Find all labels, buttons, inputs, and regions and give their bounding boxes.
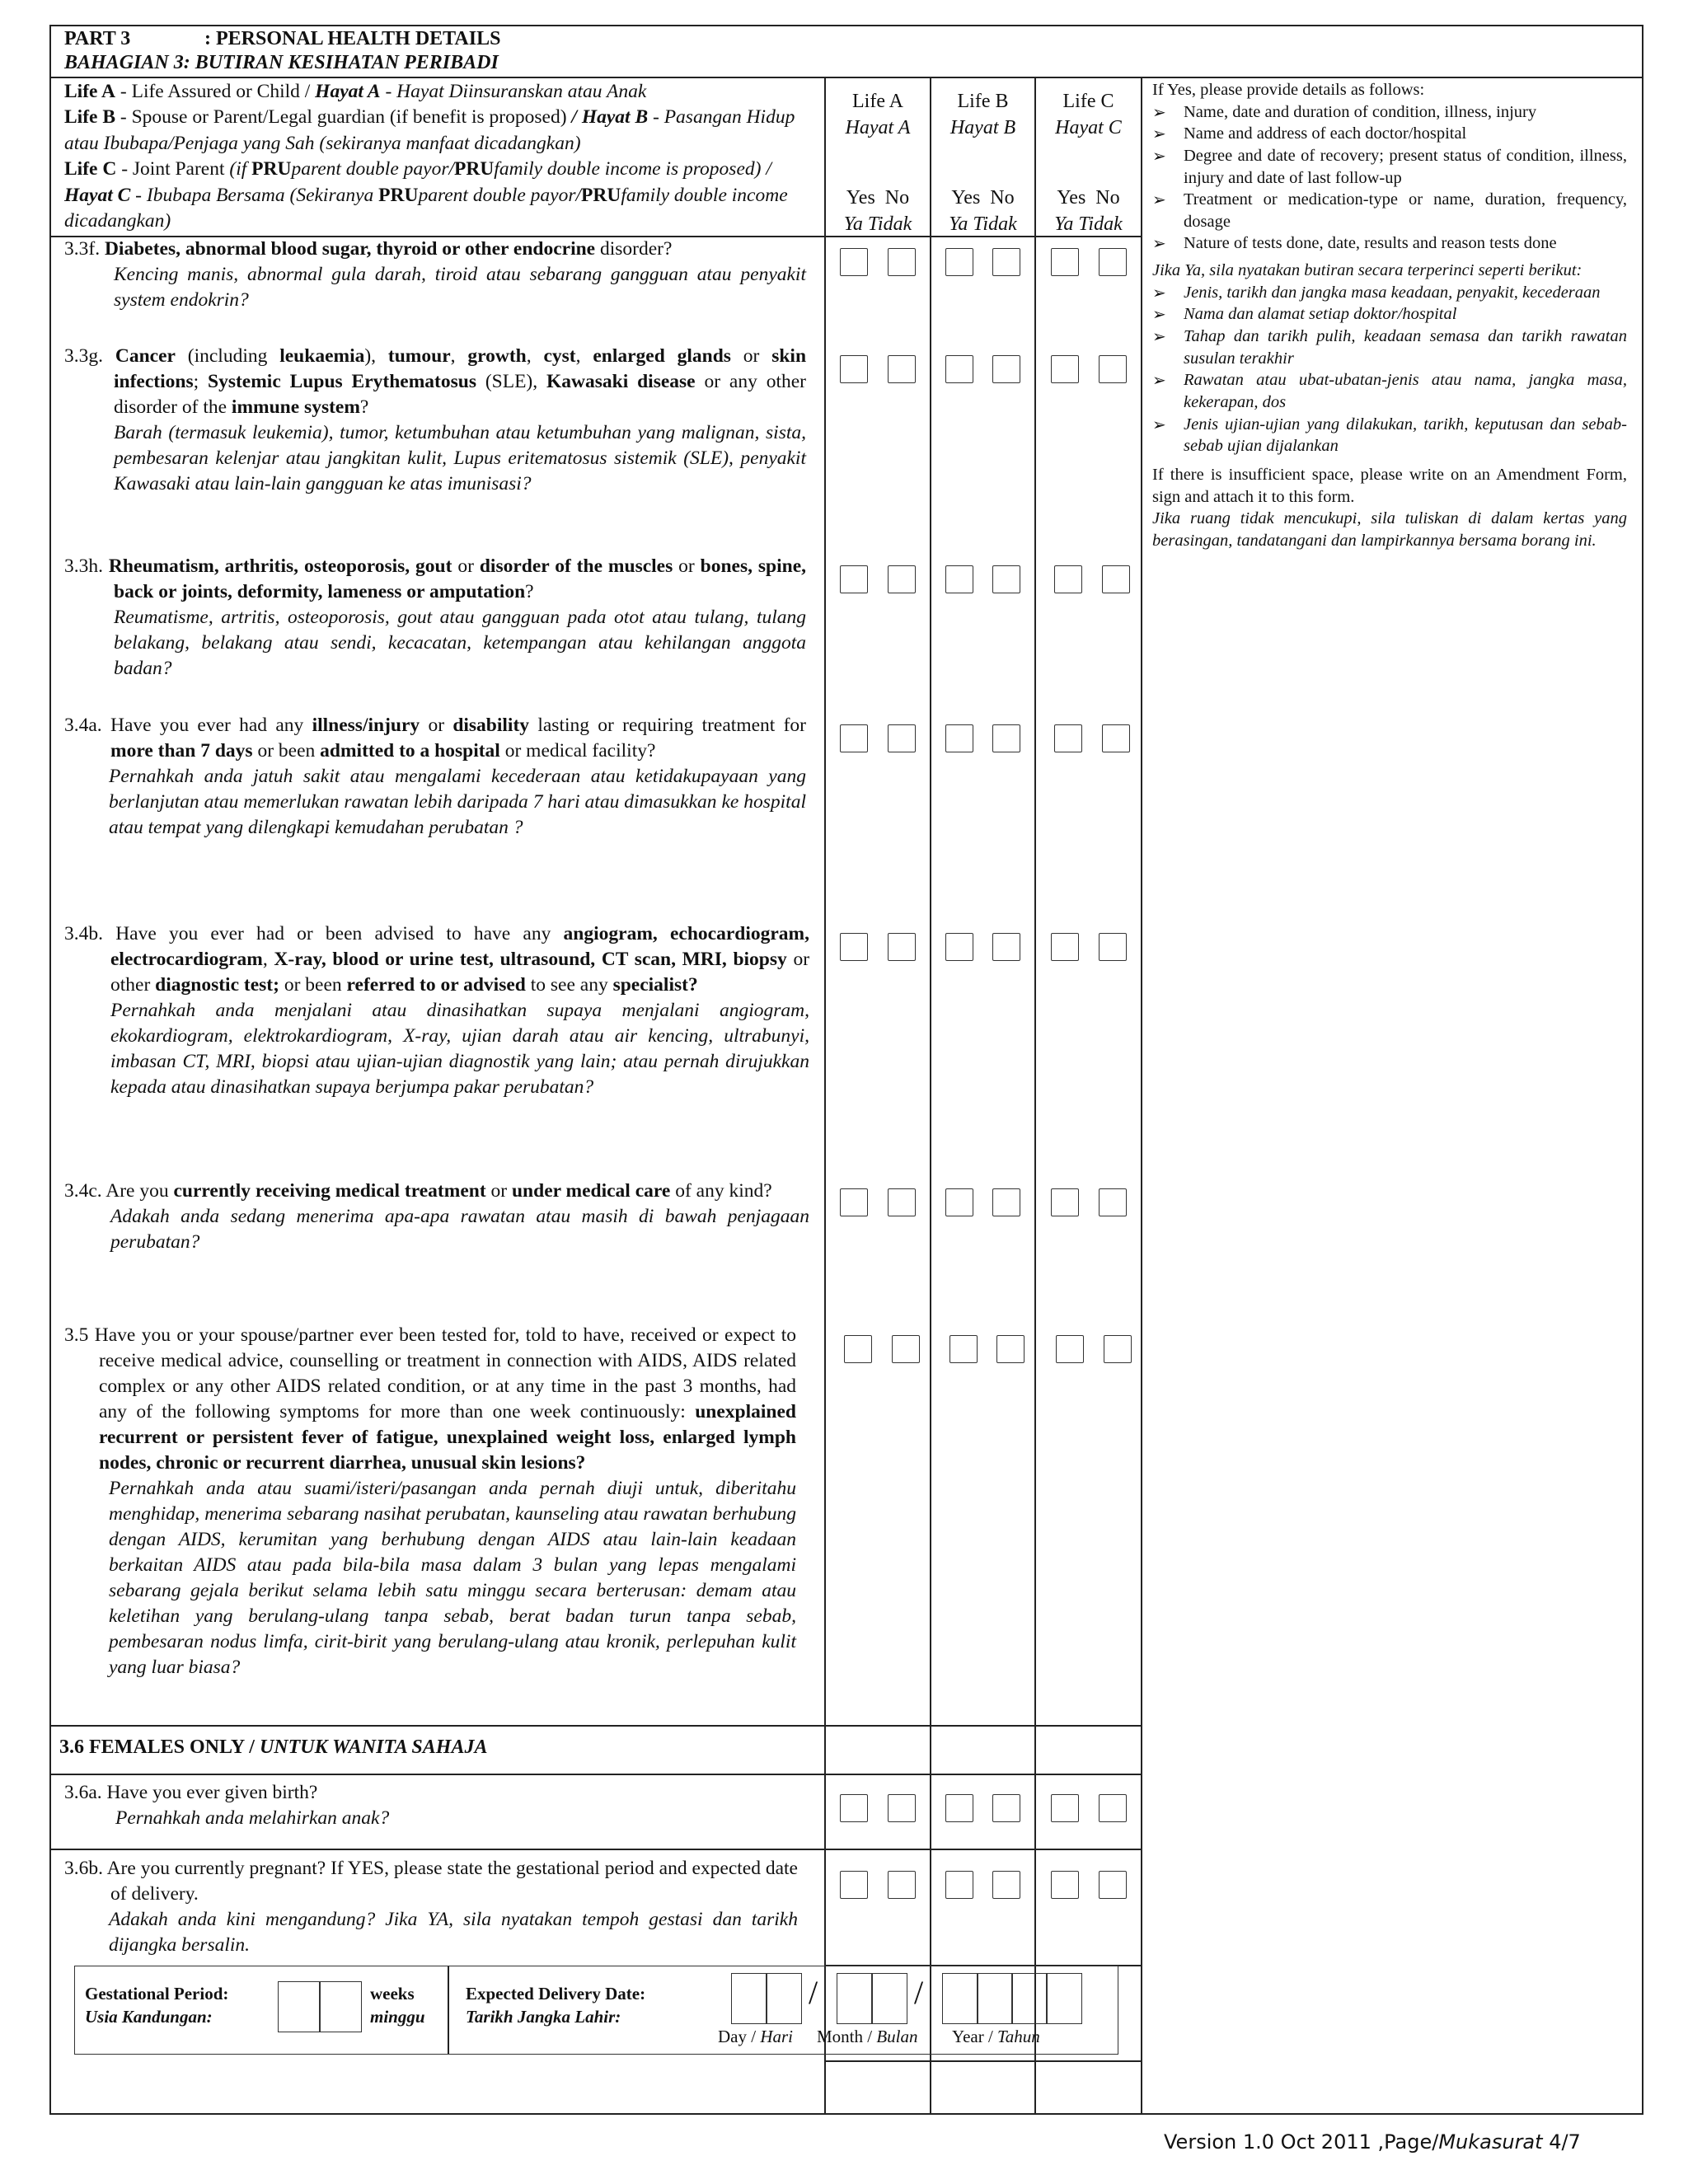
checkbox-3-5-life-a-yes[interactable] — [844, 1335, 872, 1363]
page-footer: Version 1.0 Oct 2011 ,Page/Mukasurat 4/7 — [1164, 2130, 1581, 2154]
q36a-bottom — [49, 1849, 1142, 1850]
checkbox-3-6b-life-c-no[interactable] — [1099, 1871, 1127, 1899]
question-3-3f — [64, 237, 806, 313]
delivery-day-digit-2[interactable] — [766, 1973, 802, 2024]
question-text: 3.3f. Diabetes, abnormal blood sugar, thyroid or other endocrine disorder? — [64, 238, 673, 260]
col-sep-life-b — [930, 77, 931, 2114]
gestation-divider — [448, 1966, 449, 2054]
gestation-box-bottom-rule — [824, 2060, 1142, 2062]
checkbox-3-6a-life-c-yes[interactable] — [1051, 1794, 1079, 1822]
col-header-life-a: Life A Hayat A — [845, 91, 911, 138]
question-3-5 — [64, 1323, 796, 1680]
checkbox-3-4a-life-a-no[interactable] — [888, 724, 916, 752]
notes-item: ➢ Treatment or medication-type or name, duration, frequency, dosage — [1152, 189, 1627, 232]
notes-item-malay: ➢ Tahap dan tarikh pulih, keadaan semasa dan tarikh rawatan susulan terakhir — [1152, 326, 1627, 369]
notes-item-malay: ➢ Jenis ujian-ujian yang dilakukan, tarikh, keputusan dan sebab-sebab ujian dijalankan — [1152, 414, 1627, 457]
checkbox-3-4c-life-c-yes[interactable] — [1051, 1188, 1079, 1216]
life-c-definition: Life C - Joint Parent (if PRUparent double payor/PRUfamily double income is proposed) / Hayat C - Ibubapa Bersama (Sekiranya PRUparent double payor/PRUfamily double income dicadangkan) — [64, 158, 788, 232]
checkbox-3-6a-life-b-no[interactable] — [992, 1794, 1020, 1822]
frame-right — [1642, 25, 1643, 2115]
checkbox-3-4c-life-a-no[interactable] — [888, 1188, 916, 1216]
delivery-year-digit-1[interactable] — [942, 1973, 978, 2024]
checkbox-3-4c-life-b-no[interactable] — [992, 1188, 1020, 1216]
part-title-malay: BAHAGIAN 3: BUTIRAN KESIHATAN PERIBADI — [64, 52, 499, 73]
date-month-label: Month / Bulan — [817, 2027, 918, 2046]
delivery-year-digit-2[interactable] — [977, 1973, 1013, 2024]
delivery-month-digit-2[interactable] — [871, 1973, 907, 2024]
notes-list-malay — [1152, 282, 1627, 457]
checkbox-3-5-life-b-yes[interactable] — [950, 1335, 978, 1363]
checkbox-3-3f-life-b-yes[interactable] — [945, 248, 973, 276]
checkbox-3-3f-life-a-no[interactable] — [888, 248, 916, 276]
checkbox-3-6b-life-b-no[interactable] — [992, 1871, 1020, 1899]
checkbox-3-4b-life-a-no[interactable] — [888, 933, 916, 961]
checkbox-3-4b-life-a-yes[interactable] — [840, 933, 868, 961]
question-text: 3.3h. Rheumatism, arthritis, osteoporosis, gout or disorder of the muscles or bones, spine, back or joints, deformity, lameness or amputation? — [64, 555, 807, 603]
notes-item: ➢ Name and address of each doctor/hospital — [1152, 123, 1627, 145]
checkbox-3-6a-life-b-yes[interactable] — [945, 1794, 973, 1822]
yes-no-label-life-c: Yes No Ya Tidak — [1054, 187, 1123, 235]
notes-panel — [1152, 79, 1627, 551]
checkbox-3-4a-life-c-no[interactable] — [1102, 724, 1130, 752]
question-text: 3.6a. Have you ever given birth? — [64, 1782, 318, 1803]
frame-left — [49, 25, 51, 2115]
question-text-malay: Pernahkah anda jatuh sakit atau mengalami kecederaan atau ketidakupayaan yang berlanjutan atau memerlukan rawatan lebih daripada 7 hari atau dimasukkan ke hospital atau tempat yang dilengkapi kemudahan perubatan ? — [109, 766, 806, 839]
frame-bottom — [49, 2113, 1643, 2115]
checkbox-3-6b-life-a-yes[interactable] — [840, 1871, 868, 1899]
checkbox-3-4b-life-b-yes[interactable] — [945, 933, 973, 961]
checkbox-3-3g-life-c-yes[interactable] — [1051, 355, 1079, 383]
question-3-6a — [64, 1780, 806, 1831]
checkbox-3-4a-life-b-no[interactable] — [992, 724, 1020, 752]
checkbox-3-5-life-c-no[interactable] — [1104, 1335, 1132, 1363]
notes-item-malay: ➢ Nama dan alamat setiap doktor/hospital — [1152, 303, 1627, 326]
col-header-life-b: Life B Hayat B — [950, 91, 1016, 138]
checkbox-3-3h-life-c-no[interactable] — [1102, 565, 1130, 593]
date-separator: / — [809, 1974, 818, 2011]
life-b-definition: Life B - Spouse or Parent/Legal guardian (if benefit is proposed) / Hayat B - Pasangan Hidup atau Ibubapa/Penjaga yang Sah (sekiranya manfaat dicadangkan) — [64, 106, 795, 154]
part-number: PART 3 — [64, 28, 131, 49]
checkbox-3-4b-life-c-yes[interactable] — [1051, 933, 1079, 961]
notes-item: ➢ Name, date and duration of condition, illness, injury — [1152, 101, 1627, 124]
life-a-definition: Life A - Life Assured or Child / Hayat A - Hayat Diinsuranskan atau Anak — [64, 81, 647, 102]
question-text-malay: Barah (termasuk leukemia), tumor, ketumbuhan atau ketumbuhan yang malignan, sista, pembesaran kelenjar atau jangkitan kulit, Lupus eritematosus sistemik (SLE), penyakit Kawasaki atau lain-lain gangguan ke atas imunisasi? — [114, 422, 806, 495]
header-divider — [49, 77, 1643, 78]
life-definitions — [64, 79, 819, 235]
delivery-day-digit-1[interactable] — [731, 1973, 767, 2024]
delivery-month-digit-1[interactable] — [837, 1973, 873, 2024]
question-text-malay: Adakah anda kini mengandung? Jika YA, sila nyatakan tempoh gestasi dan tarikh dijangka bersalin. — [109, 1909, 798, 1957]
gestational-period-label: Gestational Period: Usia Kandungan: — [85, 1984, 229, 2027]
question-3-3h — [64, 554, 806, 682]
expected-delivery-date-label: Expected Delivery Date: Tarikh Jangka Lahir: — [466, 1984, 646, 2027]
delivery-year-digit-3[interactable] — [1011, 1973, 1048, 2024]
checkbox-3-4a-life-a-yes[interactable] — [840, 724, 868, 752]
col-sep-notes — [1141, 77, 1142, 2114]
delivery-year-digit-4[interactable] — [1046, 1973, 1082, 2024]
checkbox-3-3g-life-b-no[interactable] — [992, 355, 1020, 383]
question-text-malay: Reumatisme, artritis, osteoporosis, gout atau gangguan pada otot atau tulang, tulang belakang, belakang atau sendi, kecacatan, ketempangan atau kehilangan anggota badan? — [114, 607, 806, 680]
notes-intro: If Yes, please provide details as follows: — [1152, 81, 1425, 99]
date-separator: / — [914, 1974, 924, 2011]
checkbox-3-3f-life-c-no[interactable] — [1099, 248, 1127, 276]
col-sep-life-c — [1034, 77, 1036, 2114]
part-title: : PERSONAL HEALTH DETAILS — [204, 28, 501, 49]
notes-item-malay: ➢ Rawatan atau ubat-ubatan-jenis atau nama, jangka masa, kekerapan, dos — [1152, 369, 1627, 413]
section-36-bottom — [49, 1774, 1142, 1775]
checkbox-3-3g-life-a-yes[interactable] — [840, 355, 868, 383]
checkbox-3-4a-life-b-yes[interactable] — [945, 724, 973, 752]
question-text-malay: Pernahkah anda melahirkan anak? — [115, 1807, 390, 1830]
checkbox-3-6b-life-b-yes[interactable] — [945, 1871, 973, 1899]
question-3-4a — [64, 713, 806, 841]
checkbox-3-6a-life-a-no[interactable] — [888, 1794, 916, 1822]
question-text-malay: Adakah anda sedang menerima apa-apa rawatan atau masih di bawah penjagaan perubatan? — [110, 1206, 809, 1254]
col-header-life-c: Life C Hayat C — [1055, 91, 1122, 138]
section-36-top — [49, 1725, 1142, 1727]
checkbox-3-5-life-a-no[interactable] — [892, 1335, 920, 1363]
checkbox-3-3g-life-a-no[interactable] — [888, 355, 916, 383]
question-text: 3.4b. Have you ever had or been advised to have any angiogram, echocardiogram, electrocardiogram, X-ray, blood or urine test, ultrasound, CT scan, MRI, biopsy or other diagnostic test; or been referred to or advised to see any specialist? — [64, 923, 810, 996]
col-sep-questions — [824, 77, 826, 2114]
notes-list — [1152, 101, 1627, 255]
question-text-malay: Pernahkah anda menjalani atau dinasihatkan supaya menjalani angiogram, ekokardiogram, elektrokardiogram, X-ray, ujian darah atau air kencing, ultrabunyi, imbasan CT, MRI, biopsi atau ujian-ujian diagnostik yang lain; atau pernah dirujukkan kepada atau dinasihatkan supaya berjumpa pakar perubatan? — [110, 1000, 809, 1099]
notes-insufficient-space-malay: Jika ruang tidak mencukupi, sila tuliskan di dalam kertas yang berasingan, tandatangani dan lampirkannya bersama borang ini. — [1152, 509, 1627, 550]
question-text-malay: Pernahkah anda atau suami/isteri/pasangan anda pernah diuji untuk, diberitahu menghidap, menerima sebarang nasihat perubatan, kaunseling atau rawatan berhubung dengan AIDS, kerumitan yang berhubung dengan AIDS atau lain-lain keadaan berkaitan AIDS atau pada bila-bila masa dalam 3 bulan yang lepas mengalami sebarang gejala berikut selama lebih satu minggu secara berterusan: demam atau keletihan yang berulang-ulang tanpa sebab, berat badan turun tanpa sebab, pembesaran nodus limfa, cirit-birit yang berulang-ulang atau kronik, perlepuhan kulit yang luar biasa? — [109, 1478, 796, 1679]
question-text: 3.3g. Cancer (including leukaemia), tumour, growth, cyst, enlarged glands or skin infections; Systemic Lupus Erythematosus (SLE), Kawasaki disease or any other disorder of the immune system? — [64, 345, 807, 419]
notes-insufficient-space: If there is insufficient space, please write on an Amendment Form, sign and attach it to this form. — [1152, 465, 1627, 506]
question-text: 3.4a. Have you ever had any illness/injury or disability lasting or requiring treatment for more than 7 days or been admitted to a hospital or medical facility? — [64, 715, 807, 762]
notes-intro-malay: Jika Ya, sila nyatakan butiran secara terperinci seperti berikut: — [1152, 261, 1582, 280]
checkbox-3-4c-life-b-yes[interactable] — [945, 1188, 973, 1216]
date-year-label: Year / Tahun — [952, 2027, 1040, 2046]
gestation-unit-label: weeks minggu — [370, 1984, 425, 2027]
checkbox-3-3h-life-b-yes[interactable] — [945, 565, 973, 593]
question-3-4b — [64, 921, 809, 1100]
checkbox-3-4c-life-c-no[interactable] — [1099, 1188, 1127, 1216]
checkbox-3-4b-life-c-no[interactable] — [1099, 933, 1127, 961]
checkbox-3-6b-life-a-no[interactable] — [888, 1871, 916, 1899]
yes-no-label-life-a: Yes No Ya Tidak — [843, 187, 912, 235]
question-3-6b — [64, 1856, 798, 1958]
question-text: 3.5 Have you or your spouse/partner ever been tested for, told to have, received or expect to receive medical advice, counselling or treatment in connection with AIDS, AIDS related complex or any other AIDS related condition, or at any time in the past 3 months, had any of the following symptoms for more than one week continuously: unexplained recurrent or persistent fever of fatigue, unexplained weight loss, enlarged lymph nodes, chronic or recurrent diarrhea, unusual skin lesions? — [64, 1324, 797, 1474]
checkbox-3-3h-life-c-yes[interactable] — [1054, 565, 1082, 593]
checkbox-3-3h-life-b-no[interactable] — [992, 565, 1020, 593]
checkbox-3-6a-life-a-yes[interactable] — [840, 1794, 868, 1822]
question-text: 3.6b. Are you currently pregnant? If YES, please state the gestational period and expected date of delivery. — [64, 1858, 798, 1905]
checkbox-3-5-life-b-no[interactable] — [996, 1335, 1025, 1363]
checkbox-3-3f-life-a-yes[interactable] — [840, 248, 868, 276]
checkbox-3-3f-life-b-no[interactable] — [992, 248, 1020, 276]
checkbox-3-5-life-c-yes[interactable] — [1056, 1335, 1084, 1363]
section-3-6-title: 3.6 FEMALES ONLY / UNTUK WANITA SAHAJA — [59, 1736, 488, 1758]
checkbox-3-6a-life-c-no[interactable] — [1099, 1794, 1127, 1822]
notes-item: ➢ Nature of tests done, date, results and reason tests done — [1152, 232, 1627, 255]
gestation-week-digit-2[interactable] — [319, 1981, 362, 2032]
checkbox-3-3g-life-c-no[interactable] — [1099, 355, 1127, 383]
question-text: 3.4c. Are you currently receiving medical treatment or under medical care of any kind? — [64, 1180, 772, 1202]
checkbox-3-4a-life-c-yes[interactable] — [1054, 724, 1082, 752]
gestation-week-digit-1[interactable] — [278, 1981, 321, 2032]
checkbox-3-3g-life-b-yes[interactable] — [945, 355, 973, 383]
checkbox-3-4b-life-b-no[interactable] — [992, 933, 1020, 961]
checkbox-3-3h-life-a-yes[interactable] — [840, 565, 868, 593]
notes-item: ➢ Degree and date of recovery; present status of condition, illness, injury and date of last follow-up — [1152, 145, 1627, 189]
question-text-malay: Kencing manis, abnormal gula darah, tiroid atau sebarang gangguan atau penyakit system endokrin? — [114, 264, 806, 312]
checkbox-3-3h-life-a-no[interactable] — [888, 565, 916, 593]
yes-no-label-life-b: Yes No Ya Tidak — [949, 187, 1017, 235]
question-3-4c — [64, 1179, 809, 1255]
checkbox-3-3f-life-c-yes[interactable] — [1051, 248, 1079, 276]
checkbox-3-4c-life-a-yes[interactable] — [840, 1188, 868, 1216]
gestation-panel — [74, 1966, 1118, 2055]
checkbox-3-6b-life-c-yes[interactable] — [1051, 1871, 1079, 1899]
notes-item-malay: ➢ Jenis, tarikh dan jangka masa keadaan, penyakit, kecederaan — [1152, 282, 1627, 304]
question-3-3g — [64, 344, 806, 497]
date-day-label: Day / Hari — [718, 2027, 794, 2046]
